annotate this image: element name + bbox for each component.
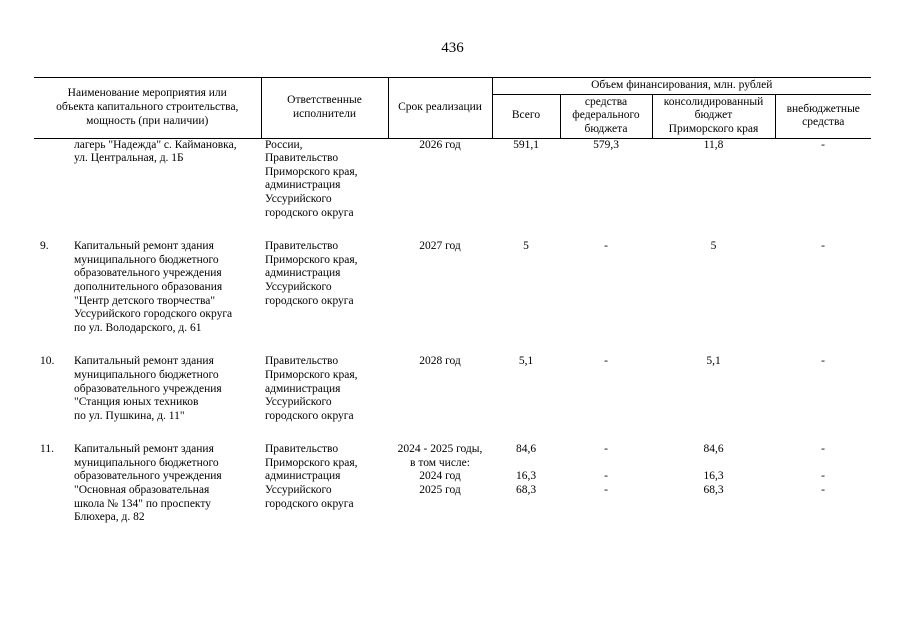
financing-consolidated-line [654,457,773,471]
measure-name [70,443,222,525]
header-text-line: Приморского края [668,122,759,135]
financing-total-line: 5,1 [518,355,534,368]
measure-name-line: ул. Центральная, д. 1Б [74,152,184,165]
responsible-executors-line: Правительство [265,355,339,368]
measure-name-line: муниципального бюджетного [74,456,219,469]
header-text-line: средства [584,95,628,108]
measure-name-line: Уссурийского городского округа [74,308,233,321]
row-number [34,139,70,166]
implementation-period-line: 2026 год [419,138,461,151]
financing-extrabudgetary [775,138,871,220]
table-body [34,138,871,525]
table-row [34,240,871,335]
measure-name-line: муниципального бюджетного [74,253,219,266]
financing-extrabudgetary-line: - [821,470,825,483]
header-text-line: объекта капитального строительства, [56,101,239,113]
financing-federal-line: 579,3 [593,138,619,151]
financing-federal-line: - [604,484,608,497]
implementation-period-line: 2025 год [419,484,461,497]
measure-name-line: Блюхера, д. 82 [74,511,145,524]
financing-consolidated-line: 16,3 [703,470,724,483]
responsible-executors-line: Приморского края, [265,456,358,469]
responsible-executors-line: городского округа [265,497,354,510]
financing-extrabudgetary [775,355,871,423]
financing-consolidated [652,240,775,335]
financing-total-line: 5 [523,240,529,253]
financing-extrabudgetary [775,240,871,335]
responsible-executors-line: Правительство [265,240,339,253]
responsible-executors [261,138,388,220]
financing-total-line: 591,1 [513,138,539,151]
header-name-col [34,78,261,139]
measure-name [70,240,232,335]
financing-federal-line [562,457,650,471]
measure-name-line: школа № 134" по проспекту [74,497,211,510]
responsible-executors-line: Правительство [265,443,339,456]
header-text-line: мощность (при наличии) [86,114,209,127]
measure-name-line: муниципального бюджетного [74,368,219,381]
row-spacer [34,423,871,443]
financing-federal-line: - [604,470,608,483]
header-text-line: бюджета [584,122,628,135]
financing-extrabudgetary-line: - [821,484,825,497]
responsible-executors-line: Уссурийского [265,280,332,293]
financing-consolidated-line: 68,3 [703,484,724,497]
financing-federal [560,240,652,335]
header-extra-col [775,94,871,138]
implementation-period [388,443,492,525]
page-number: 436 [441,40,464,56]
responsible-executors-line: Приморского края, [265,253,358,266]
header-text-line: консолидированный [663,95,764,108]
measure-name [70,355,222,423]
header-text-line: федерального [572,109,640,122]
financing-extrabudgetary-line: - [821,240,825,253]
header-period-col: Срок реализации [388,78,492,139]
row-number: 11. [40,443,54,456]
measure-name-line: по ул. Пушкина, д. 11" [74,409,185,422]
header-text-line: Ответственные [287,94,362,107]
responsible-executors-line: России, [265,138,303,151]
financing-extrabudgetary-line: - [821,138,825,151]
financing-consolidated-line: 5 [710,240,717,253]
responsible-executors-line: Уссурийского [265,396,332,409]
responsible-executors-line: Приморского края, [265,368,358,381]
responsible-executors-line: Приморского края, [265,165,358,178]
financing-extrabudgetary-line [777,457,869,471]
header-executors-col [261,78,388,139]
responsible-executors-line: городского округа [265,206,354,219]
header-text-line: средства [802,116,845,129]
header-consolidated-col [652,94,775,138]
responsible-executors-line: Правительство [265,152,339,165]
table-row [34,355,871,423]
implementation-period [388,240,492,335]
responsible-executors [261,443,388,525]
financing-extrabudgetary-line: - [821,443,825,456]
financing-extrabudgetary-line: - [821,355,825,368]
measure-name-line: по ул. Володарского, д. 61 [74,321,202,334]
row-spacer [34,335,871,355]
measure-name-line: Капитальный ремонт здания [74,355,214,368]
header-federal-col [560,94,652,138]
financing-federal [560,355,652,423]
measure-name-line: лагерь "Надежда" с. Каймановка, [74,138,237,151]
responsible-executors-line: администрация [265,267,341,280]
responsible-executors-line: городского округа [265,294,354,307]
measure-name-line: образовательного учреждения [74,267,222,280]
measure-name-line: Капитальный ремонт здания [74,240,214,253]
measure-name-line: "Станция юных техников [74,396,199,409]
financing-total-line: 16,3 [515,470,537,483]
measure-name-line: Капитальный ремонт здания [74,443,214,456]
financing-extrabudgetary [775,443,871,525]
responsible-executors-line: администрация [265,179,341,192]
header-financing-group: Объем финансирования, млн. рублей [492,78,871,95]
measure-name-line: образовательного учреждения [74,470,222,483]
responsible-executors-line: городского округа [265,409,354,422]
measure-name [70,139,237,166]
implementation-period [388,138,492,220]
financing-federal [560,443,652,525]
financing-total [492,443,560,525]
header-text-line: внебюджетные [786,102,860,115]
implementation-period-line: в том числе: [410,456,470,469]
table-row [34,138,871,220]
row-number: 9. [40,240,49,253]
financing-consolidated-line: 5,1 [706,355,721,368]
financing-federal-line: - [604,443,608,456]
row-spacer [34,220,871,240]
financing-consolidated-line: 11,8 [703,138,724,151]
financing-total-line: 84,6 [515,443,537,456]
financing-consolidated [652,138,775,220]
header-text-line: Наименование мероприятия или [67,87,227,100]
table-header [34,78,871,139]
financing-federal [560,138,652,220]
implementation-period-line: 2024 - 2025 годы, [397,443,483,456]
header-text-line: бюджет [694,109,733,122]
implementation-period-line: 2027 год [419,240,461,253]
financing-total-line: 68,3 [515,484,537,497]
financing-federal-line: - [604,240,608,253]
table-row [34,443,871,525]
measure-name-line: "Центр детского творчества" [74,294,216,307]
header-text-line: исполнители [292,107,357,120]
financing-total-line [494,457,558,471]
responsible-executors [261,240,388,335]
implementation-period [388,355,492,423]
financing-total [492,355,560,423]
header-total-col: Всего [492,94,560,138]
financing-total [492,138,560,220]
responsible-executors-line: администрация [265,382,341,395]
responsible-executors-line: администрация [265,470,341,483]
responsible-executors-line: Уссурийского [265,484,332,497]
financing-consolidated [652,355,775,423]
measure-name-line: образовательного учреждения [74,382,222,395]
implementation-period-line: 2024 год [419,470,461,483]
row-number: 10. [40,355,55,368]
implementation-period-line: 2028 год [419,355,461,368]
financing-consolidated [652,443,775,525]
measure-name-line: "Основная образовательная [74,484,210,497]
responsible-executors-line: Уссурийского [265,192,332,205]
financing-table [34,77,871,525]
financing-total [492,240,560,335]
financing-federal-line: - [604,355,608,368]
measure-name-line: дополнительного образования [74,280,223,293]
responsible-executors [261,355,388,423]
financing-consolidated-line: 84,6 [703,443,724,456]
